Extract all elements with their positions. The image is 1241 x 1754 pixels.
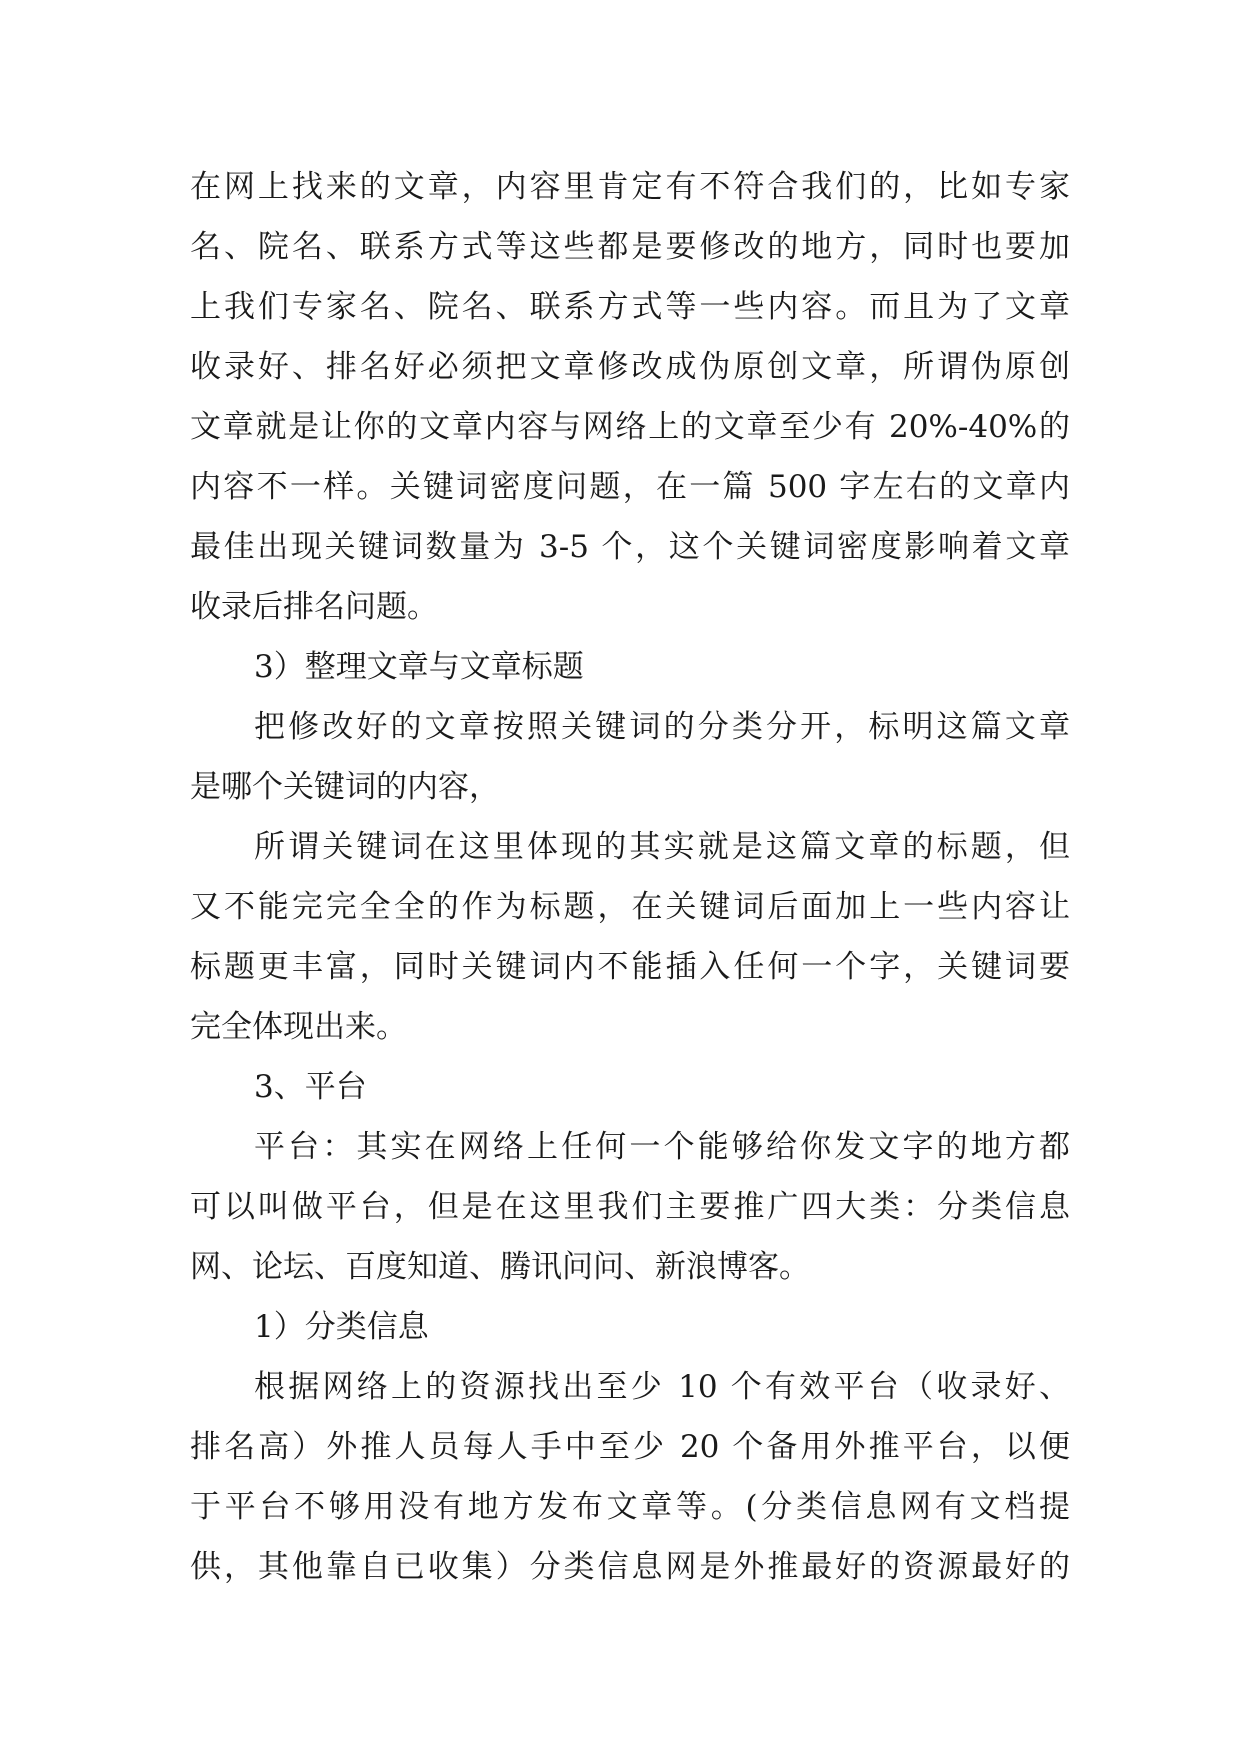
text-line: 网、论坛、百度知道、腾讯问问、新浪博客。 (190, 1249, 810, 1285)
text-line: 排名高）外推人员每人手中至少 20 个备用外推平台，以便 (190, 1429, 1070, 1465)
text-line: 供，其他靠自已收集）分类信息网是外推最好的资源最好的 (190, 1549, 1070, 1585)
section-heading: 3）整理文章与文章标题 (254, 649, 584, 685)
text-line: 上我们专家名、院名、联系方式等一些内容。而且为了文章 (190, 289, 1070, 325)
section-heading: 3、平台 (254, 1069, 367, 1105)
text-line: 又不能完完全全的作为标题，在关键词后面加上一些内容让 (190, 889, 1070, 925)
text-line: 名、院名、联系方式等这些都是要修改的地方，同时也要加 (190, 229, 1070, 265)
text-line: 所谓关键词在这里体现的其实就是这篇文章的标题，但 (254, 829, 1070, 865)
text-line: 是哪个关键词的内容， (190, 769, 500, 805)
text-line: 内容不一样。关键词密度问题，在一篇 500 字左右的文章内 (190, 469, 1070, 505)
text-line: 根据网络上的资源找出至少 10 个有效平台（收录好、 (254, 1369, 1070, 1405)
section-heading: 1）分类信息 (254, 1309, 429, 1345)
text-line: 可以叫做平台，但是在这里我们主要推广四大类：分类信息 (190, 1189, 1070, 1225)
text-line: 在网上找来的文章，内容里肯定有不符合我们的，比如专家 (190, 169, 1070, 205)
text-line: 标题更丰富，同时关键词内不能插入任何一个字，关键词要 (190, 949, 1070, 985)
text-line: 收录好、排名好必须把文章修改成伪原创文章，所谓伪原创 (190, 349, 1070, 385)
text-line: 完全体现出来。 (190, 1009, 407, 1045)
text-line: 收录后排名问题。 (190, 589, 438, 625)
text-line: 把修改好的文章按照关键词的分类分开，标明这篇文章 (254, 709, 1070, 745)
text-line: 于平台不够用没有地方发布文章等。(分类信息网有文档提 (190, 1489, 1070, 1525)
text-line: 文章就是让你的文章内容与网络上的文章至少有 20%-40%的 (190, 409, 1070, 445)
text-line: 最佳出现关键词数量为 3-5 个，这个关键词密度影响着文章 (190, 529, 1070, 565)
text-line: 平台：其实在网络上任何一个能够给你发文字的地方都 (254, 1129, 1070, 1165)
